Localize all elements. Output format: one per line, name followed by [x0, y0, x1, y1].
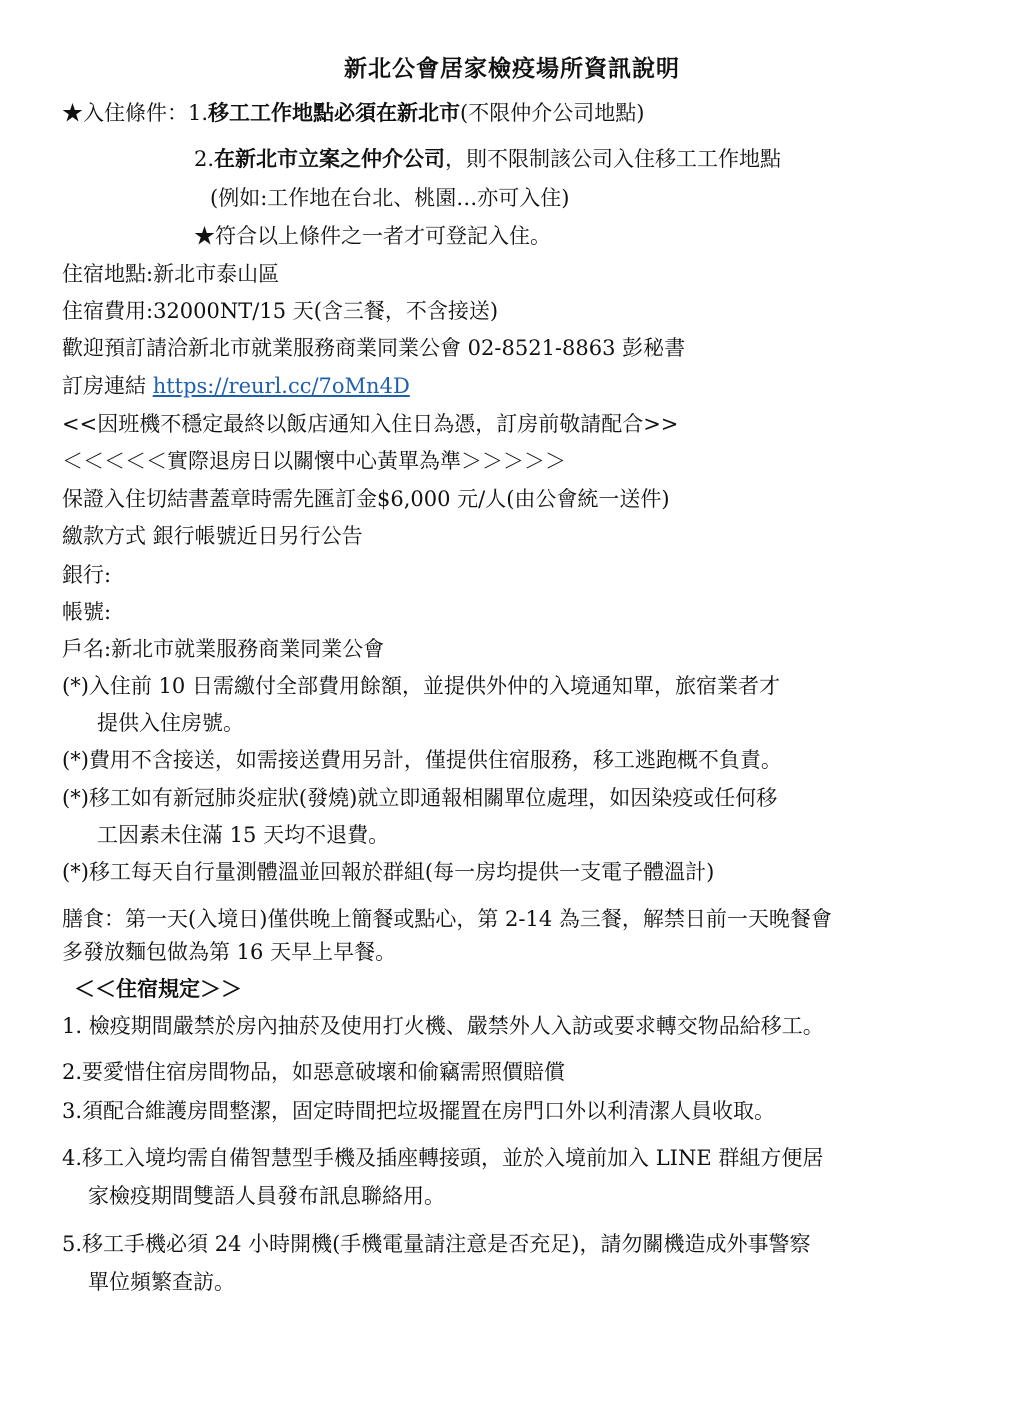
note-2: (*)費用不含接送，如需接送費用另計，僅提供住宿服務，移工逃跑概不負責。	[62, 748, 782, 772]
payment-method: 繳款方式 銀行帳號近日另行公告	[62, 524, 363, 548]
note-1-line-2: 提供入住房號。	[97, 711, 244, 735]
rule-5-line-2: 單位頻繁查訪。	[88, 1270, 235, 1294]
rule-4-line-2: 家檢疫期間雙語人員發布訊息聯絡用。	[88, 1184, 445, 1208]
account-field: 帳號:	[62, 600, 112, 624]
booking-link[interactable]: https://reurl.cc/7oMn4D	[152, 374, 410, 398]
account-name-field: 戶名:新北市就業服務商業同業公會	[62, 637, 385, 661]
info-fee: 住宿費用:32000NT/15 天(含三餐，不含接送)	[62, 299, 499, 323]
rule-2: 2.要愛惜住宿房間物品，如惡意破壞和偷竊需照價賠償	[62, 1060, 566, 1084]
info-location: 住宿地點:新北市泰山區	[62, 262, 280, 286]
condition-2-example: (例如:工作地在台北、桃園…亦可入住)	[210, 186, 570, 210]
bank-field: 銀行:	[62, 563, 112, 587]
meals-line-2: 多發放麵包做為第 16 天早上早餐。	[62, 940, 397, 964]
condition-2-number: 2.	[194, 147, 215, 171]
note-3-line-1: (*)移工如有新冠肺炎症狀(發燒)就立即通報相關單位處理，如因染疫或任何移	[62, 786, 778, 810]
rule-4-line-1: 4.移工入境均需自備智慧型手機及插座轉接頭，並於入境前加入 LINE 群組方便居	[62, 1146, 824, 1170]
condition-2	[194, 145, 781, 173]
rules-heading: ＜＜住宿規定＞＞	[74, 976, 242, 1001]
rule-3: 3.須配合維護房間整潔，固定時間把垃圾擺置在房門口外以利清潔人員收取。	[62, 1099, 776, 1123]
info-contact: 歡迎預訂請洽新北市就業服務商業同業公會 02-8521-8863 彭秘書	[62, 336, 686, 360]
note-4: (*)移工每天自行量測體溫並回報於群組(每一房均提供一支電子體溫計)	[62, 860, 715, 884]
condition-2-rest: ，則不限制該公司入住移工工作地點	[445, 147, 782, 171]
condition-1-bold: 移工工作地點必須在新北市	[208, 100, 461, 125]
checkout-notice: ＜＜＜＜＜實際退房日以關懷中心黃單為準＞＞＞＞＞	[62, 449, 566, 473]
rule-5-line-1: 5.移工手機必須 24 小時開機(手機電量請注意是否充足)，請勿關機造成外事警察	[62, 1232, 811, 1256]
condition-1	[62, 99, 644, 127]
meals-line-1: 膳食：第一天(入境日)僅供晚上簡餐或點心，第 2-14 為三餐，解禁日前一天晚餐會	[62, 907, 832, 931]
note-3-line-2: 工因素未住滿 15 天均不退費。	[97, 823, 390, 847]
page-title: 新北公會居家檢疫場所資訊說明	[344, 55, 680, 82]
deposit-info: 保證入住切結書蓋章時需先匯訂金$6,000 元/人(由公會統一送件)	[62, 487, 670, 511]
booking-link-label: 訂房連結	[62, 374, 153, 398]
condition-note: ★符合以上條件之一者才可登記入住。	[194, 224, 551, 248]
rule-1: 1. 檢疫期間嚴禁於房內抽菸及使用打火機、嚴禁外人入訪或要求轉交物品給移工。	[62, 1014, 824, 1038]
note-1-line-1: (*)入住前 10 日需繳付全部費用餘額，並提供外仲的入境通知單，旅宿業者才	[62, 674, 780, 698]
flight-notice: <<因班機不穩定最終以飯店通知入住日為憑，訂房前敬請配合>>	[62, 412, 679, 436]
condition-2-bold: 在新北市立案之仲介公司	[214, 146, 446, 171]
condition-1-rest: (不限仲介公司地點)	[460, 101, 645, 125]
condition-1-number: 1.	[188, 101, 209, 125]
booking-link-line	[62, 372, 410, 400]
condition-label: ★入住條件：	[62, 101, 188, 125]
